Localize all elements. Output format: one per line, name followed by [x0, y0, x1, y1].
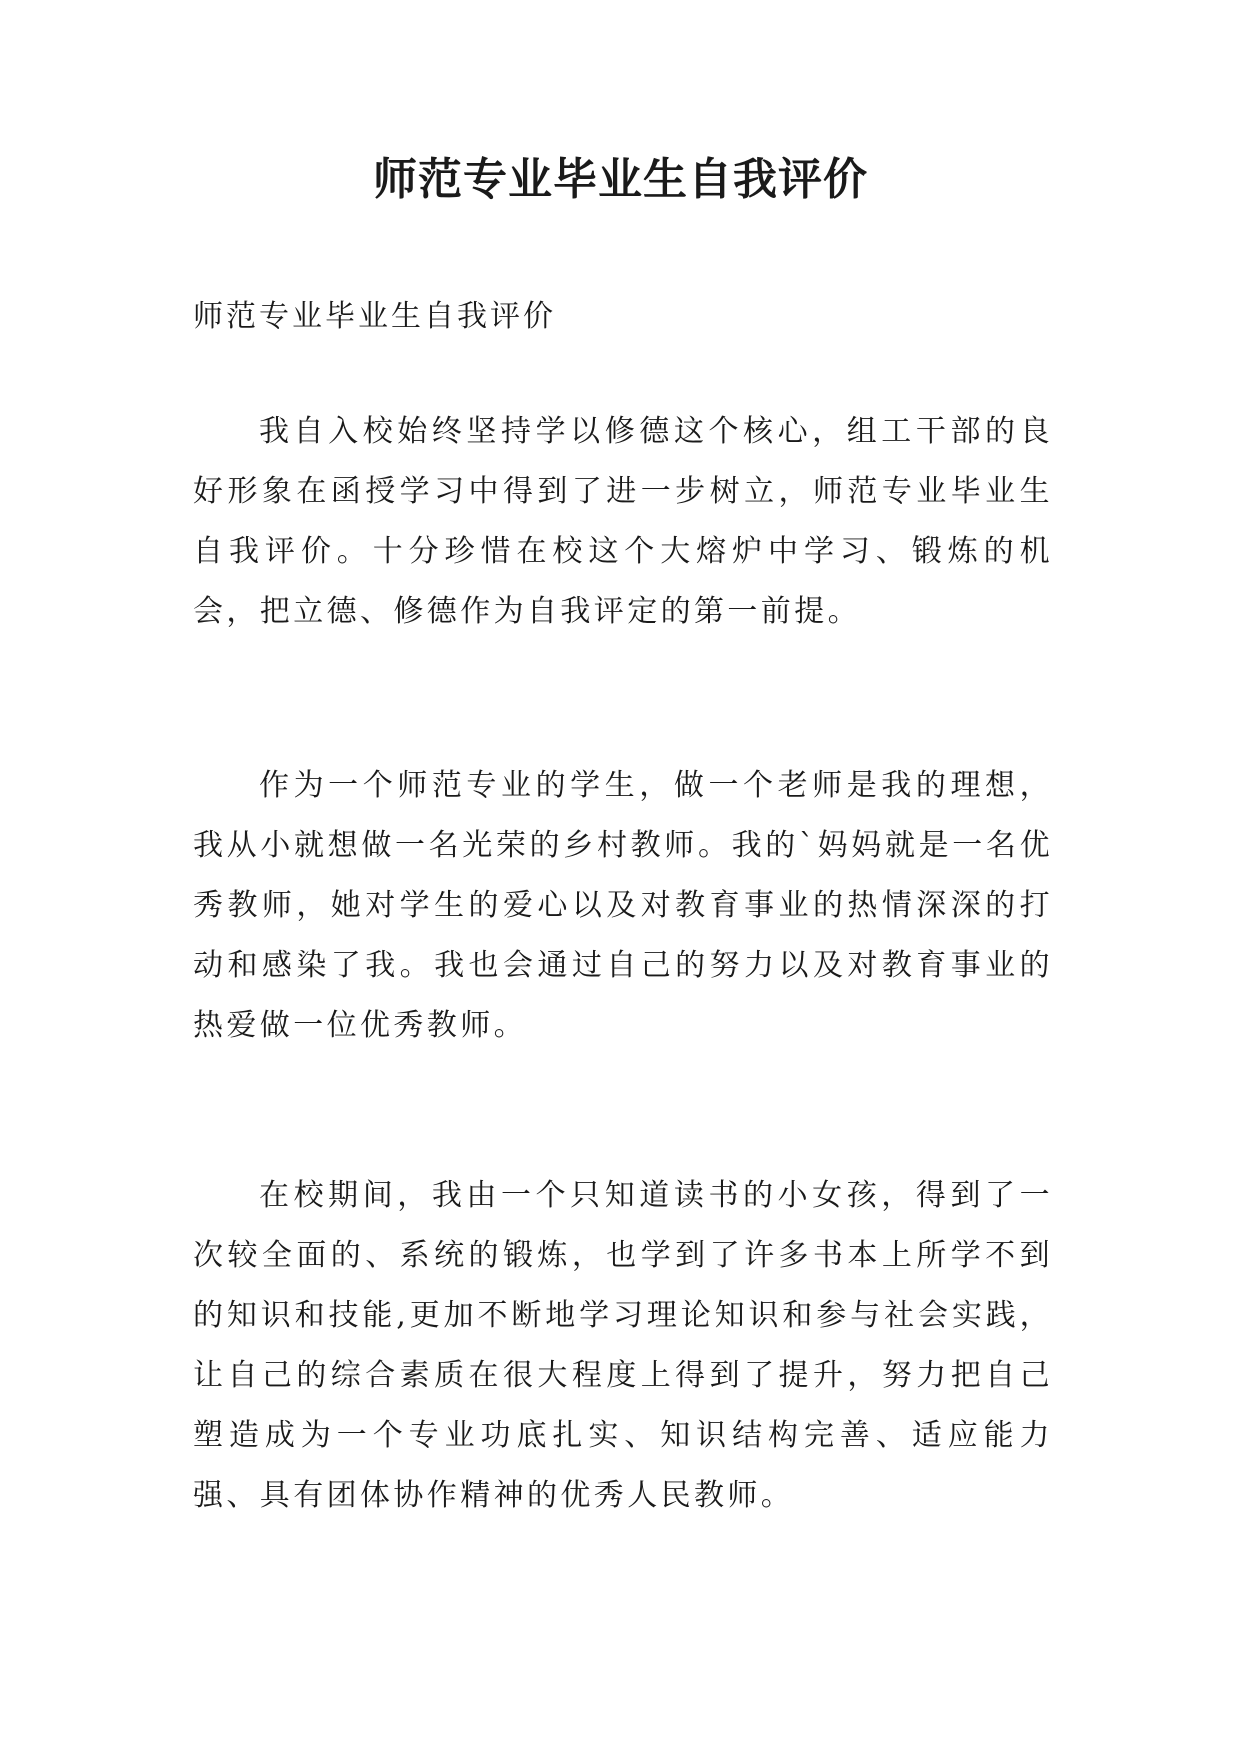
document-subtitle: 师范专业毕业生自我评价	[193, 299, 556, 334]
paragraph-1: 我自入校始终坚持学以修德这个核心，组工干部的良好形象在函授学习中得到了进一步树立，师范专业毕业生自我评价。十分珍惜在校这个大熔炉中学习、锻炼的机会，把立德、修德作为自我评定的第一前提。	[193, 414, 1053, 629]
document-title: 师范专业毕业生自我评价	[373, 154, 868, 205]
paragraph-3: 在校期间，我由一个只知道读书的小女孩，得到了一次较全面的、系统的锻炼，也学到了许多书本上所学不到的知识和技能,更加不断地学习理论知识和参与社会实践，让自己的综合素质在很大程度上得到了提升，努力把自己塑造成为一个专业功底扎实、知识结构完善、适应能力强、具有团体协作精神的优秀人民教师。	[193, 1178, 1053, 1513]
paragraph-2: 作为一个师范专业的学生，做一个老师是我的理想，我从小就想做一名光荣的乡村教师。我的`妈妈就是一名优秀教师，她对学生的爱心以及对教育事业的热情深深的打动和感染了我。我也会通过自己的努力以及对教育事业的热爱做一位优秀教师。	[193, 768, 1053, 1043]
